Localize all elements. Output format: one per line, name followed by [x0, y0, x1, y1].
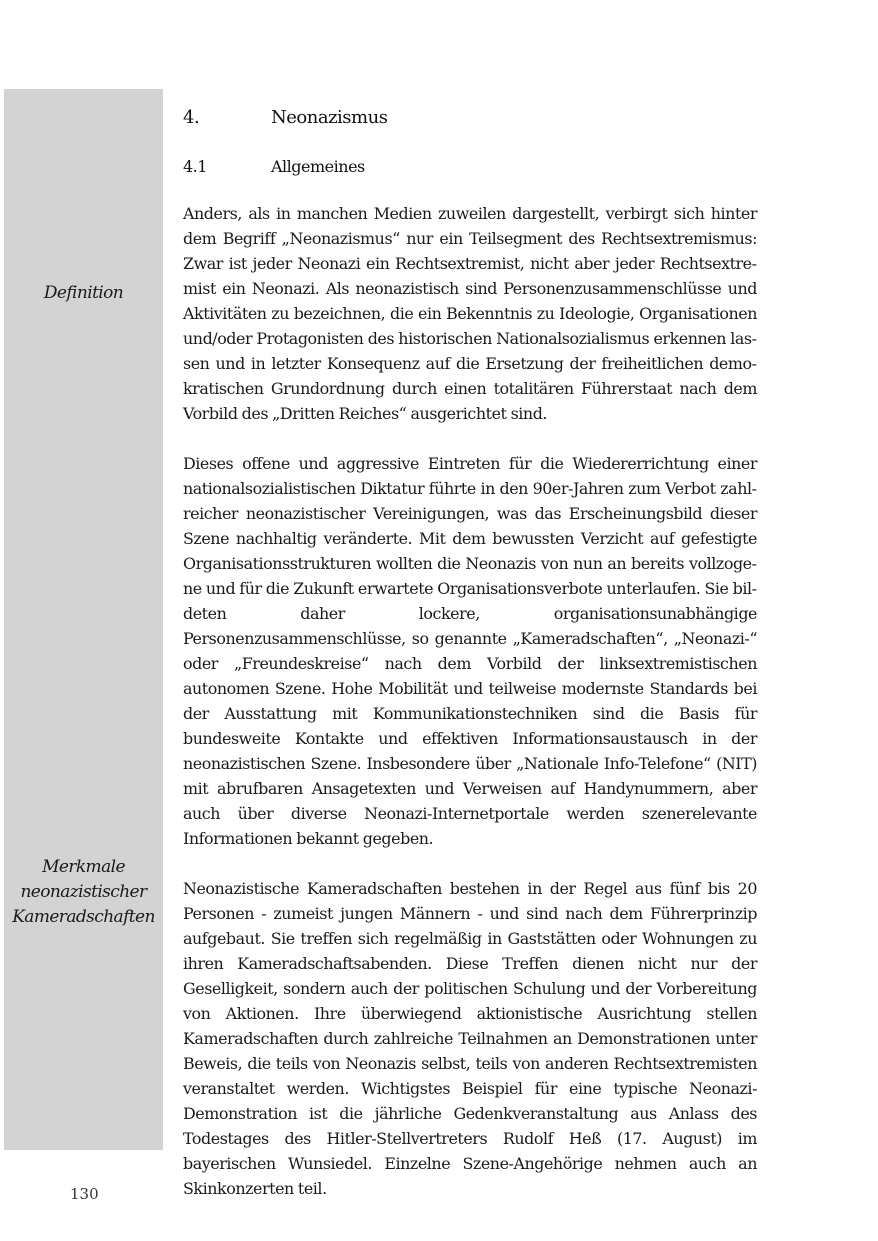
chapter-heading	[183, 104, 757, 132]
marginal-note-text: Definition	[43, 283, 124, 303]
paragraph-history: Dieses offene und aggressive Eintreten für die Wiedererrichtung einer nationalsozialistischen Diktatur führte in den 90er-Jahren zum Verbot zahlreicher neonazistischer Vereinigungen, was das Erscheinungsbild dieser Szene nachhaltig veränderte. Mit dem bewussten Verzicht auf gefestigte Organisationsstrukturen wollten die Neonazis von nun an bereits vollzogene und für die Zukunft erwartete Organisationsverbote unterlaufen. Sie bildeten daher lockere, organisationsunabhängige Personenzusammenschlüsse, so genannte „Kameradschaften“, „Neonazi-“ oder „Freundeskreise“ nach dem Vorbild der linksextremistischen autonomen Szene. Hohe Mobilität und teilweise modernste Standards bei der Ausstattung mit Kommunikationstechniken sind die Basis für bundesweite Kontakte und effektiven Informationsaustausch in der neonazistischen Szene. Insbesondere über „Nationale Info-Telefone“ (NIT) mit abrufbaren Ansagetexten und Verweisen auf Handynummern, aber auch über diverse Neonazi-Internetportale werden szenerelevante Informationen bekannt gegeben.	[183, 454, 757, 848]
chapter-number: 4.	[183, 107, 200, 128]
marginal-note-line: neonazistischer	[20, 882, 147, 902]
marginal-note-definition	[4, 281, 163, 306]
subsection-title: Allgemeines	[271, 157, 365, 176]
chapter-title: Neonazismus	[271, 107, 388, 128]
paragraph-definition: Anders, als in manchen Medien zuweilen dargestellt, verbirgt sich hinter dem Begriff „Neonazismus“ nur ein Teilsegment des Rechtsextremismus: Zwar ist jeder Neonazi ein Rechtsextremist, nicht aber jeder Rechtsextremist ein Neonazi. Als neonazistisch sind Personenzusammenschlüsse und Aktivitäten zu bezeichnen, die ein Bekenntnis zu Ideologie, Organisationen und/oder Protagonisten des historischen Nationalsozialismus erkennen lassen und in letzter Konsequenz auf die Ersetzung der freiheitlichen demokratischen Grundordnung durch einen totalitären Führerstaat nach dem Vorbild des „Dritten Reiches“ ausgerichtet sind.	[183, 204, 757, 423]
subsection-heading	[183, 153, 757, 181]
marginal-note-line: Kameradschaften	[12, 907, 155, 927]
paragraph-kameradschaften: Neonazistische Kameradschaften bestehen in der Regel aus fünf bis 20 Personen - zumeist jungen Männern - und sind nach dem Führerprinzip aufgebaut. Sie treffen sich regelmäßig in Gaststätten oder Wohnungen zu ihren Kameradschaftsabenden. Diese Treffen dienen nicht nur der Geselligkeit, sondern auch der politischen Schulung und der Vorbereitung von Aktionen. Ihre überwiegend aktionistische Ausrichtung stellen Kameradschaften durch zahlreiche Teilnahmen an Demonstrationen unter Beweis, die teils von Neonazis selbst, teils von anderen Rechtsextremisten veranstaltet werden. Wichtigstes Beispiel für eine typische Neonazi-Demonstration ist die jährliche Gedenkveranstaltung aus Anlass des Todestages des Hitler-Stellvertreters Rudolf Heß (17. August) im bayerischen Wunsiedel. Einzelne Szene-Angehörige nehmen auch an Skinkonzerten teil.	[183, 879, 757, 1198]
subsection-number: 4.1	[183, 157, 207, 176]
marginal-note-merkmale	[4, 855, 163, 930]
page-number: 130	[70, 1185, 99, 1203]
margin-sidebar	[4, 89, 163, 1150]
main-content	[183, 104, 757, 1226]
marginal-note-line: Merkmale	[42, 857, 125, 877]
